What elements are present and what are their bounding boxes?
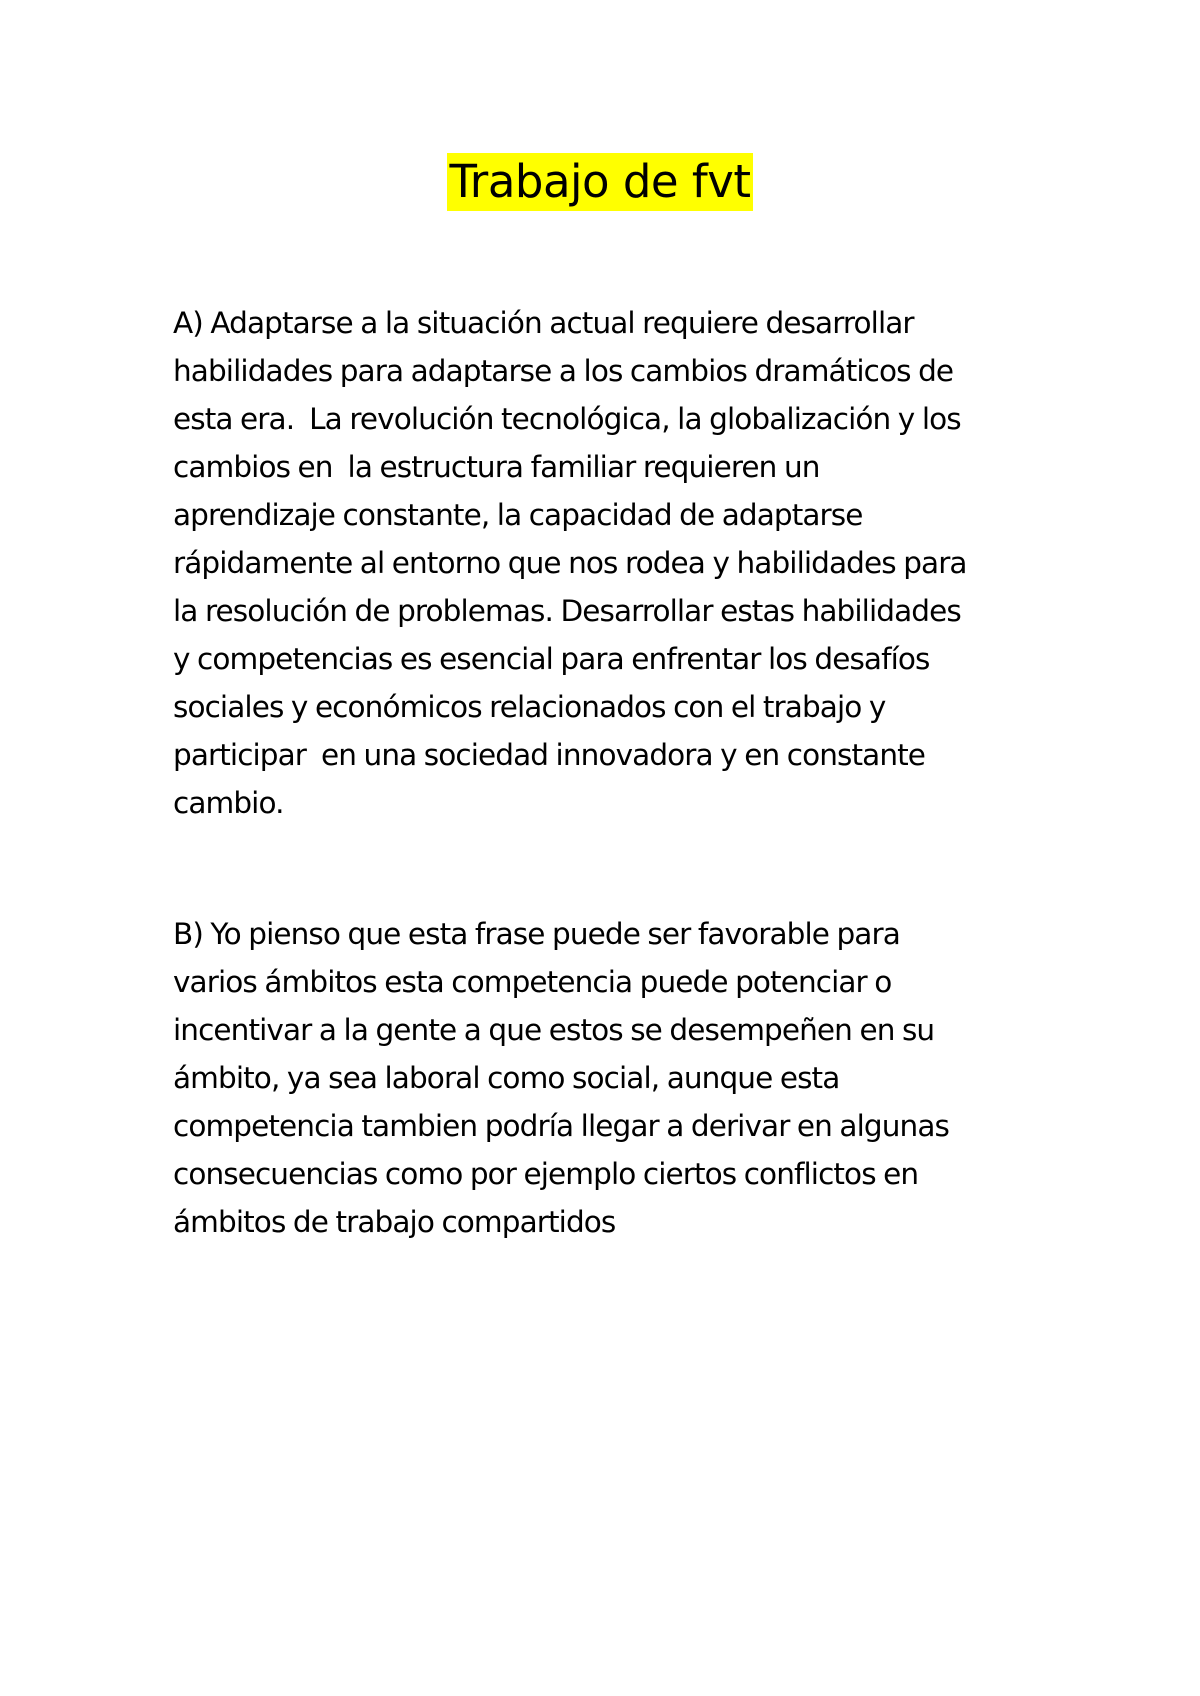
paragraph-line: ámbito, ya sea laboral como social, aunque esta [173,1061,840,1095]
paragraph-line: cambio. [173,786,284,820]
paragraph-line: rápidamente al entorno que nos rodea y habilidades para [173,546,967,580]
paragraph-b [173,910,1053,1246]
paragraph-line: A) Adaptarse a la situación actual requiere desarrollar [173,306,914,340]
paragraph-line: esta era. La revolución tecnológica, la globalización y los [173,402,961,436]
paragraph-line: la resolución de problemas. Desarrollar estas habilidades [173,594,961,628]
paragraph-line: consecuencias como por ejemplo ciertos conflictos en [173,1157,919,1191]
document-title: Trabajo de fvt [447,153,752,211]
paragraph-line: incentivar a la gente a que estos se desempeñen en su [173,1013,935,1047]
paragraph-line: cambios en la estructura familiar requieren un [173,450,820,484]
paragraph-line: competencia tambien podría llegar a derivar en algunas [173,1109,949,1143]
paragraph-line: B) Yo pienso que esta frase puede ser favorable para [173,917,900,951]
paragraph-a [173,299,1053,827]
paragraph-line: ámbitos de trabajo compartidos [173,1205,616,1239]
title-container [0,153,1200,211]
paragraph-line: habilidades para adaptarse a los cambios dramáticos de [173,354,954,388]
paragraph-line: varios ámbitos esta competencia puede potenciar o [173,965,892,999]
paragraph-line: sociales y económicos relacionados con el trabajo y [173,690,886,724]
paragraph-line: participar en una sociedad innovadora y en constante [173,738,926,772]
paragraph-line: aprendizaje constante, la capacidad de adaptarse [173,498,863,532]
paragraph-line: y competencias es esencial para enfrentar los desafíos [173,642,930,676]
